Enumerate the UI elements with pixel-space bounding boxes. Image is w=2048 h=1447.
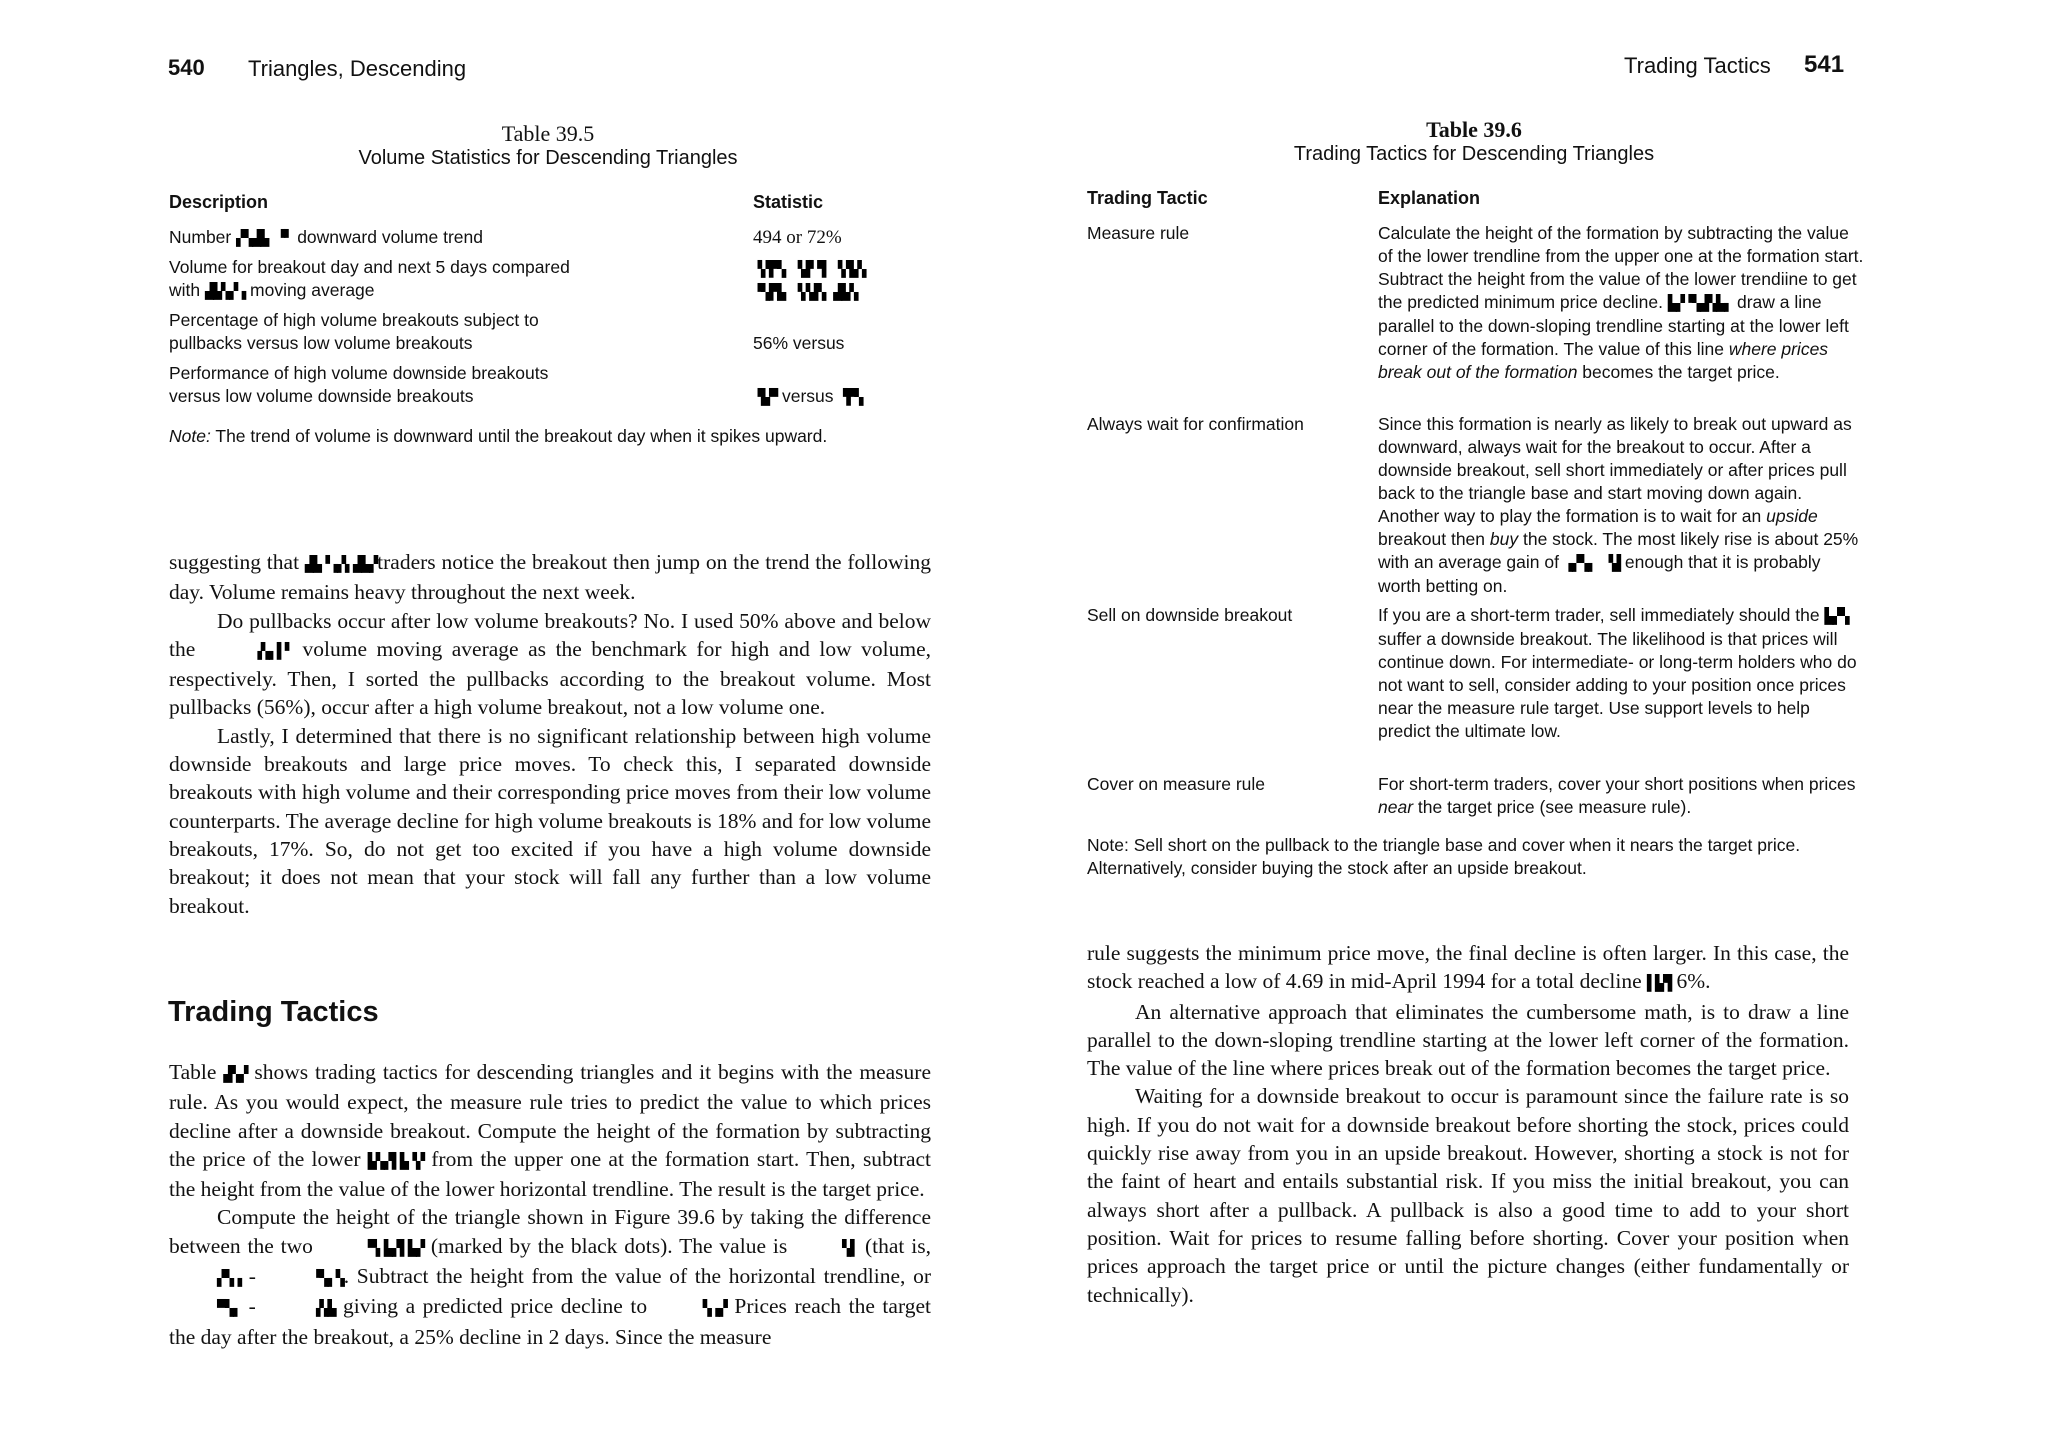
paragraph: An alternative approach that eliminates the cumbersome math, is to draw a line parallel to the down-sloping trendline starting at the lower left corner of the formation. The value of the line where prices break out of the formation becomes the target price.	[1087, 999, 1849, 1081]
running-head: Trading Tactics	[1624, 53, 1771, 78]
paragraph: rule suggests the minimum price move, the final decline is often larger. In this case, the stock reached a low of 4.69 in mid-April 1994 for a total decline ▌▙▜ 6%.	[1087, 941, 1849, 994]
row-statistic: 56% versus	[753, 333, 845, 353]
section-heading: Trading Tactics	[168, 996, 379, 1028]
table-header-tactic: Trading Tactic	[1087, 188, 1208, 208]
row-explanation: For short-term traders, cover your short positions when prices near the target price (see measure rule).	[1378, 774, 1856, 817]
row-description: Performance of high volume downside breakouts versus low volume downside breakouts	[169, 363, 549, 406]
table-header-statistic: Statistic	[753, 192, 824, 212]
paragraph: suggesting that ▟▙▝▗▞▖▟▙▞traders notice the breakout then jump on the trend the following day. Volume remains heavy throughout the next week.	[169, 550, 931, 605]
row-tactic: Always wait for confirmation	[1087, 414, 1304, 434]
row-statistic: ▝▙▀ versus ▝▛▚	[753, 386, 863, 406]
running-head: Triangles, Descending	[248, 56, 467, 81]
paragraph: Compute the height of the triangle shown in Figure 39.6 by taking the difference between the two ▀▖▙▞▌▙▞ (marked by the black dots). The value is ▚▌ (that is, ▞▚▗ - ▝▚▖▚. Subtract the height from the value of the horizontal trendline, or ▀▚▖ - ▗▚▙ giving a predicted price decline to ▚▗▞ Prices reach the target the day after the breakout, a 25% decline in 2 days. Since the measure	[169, 1205, 931, 1349]
table-header-explanation: Explanation	[1378, 188, 1481, 208]
table-label: Table 39.6	[1426, 117, 1522, 142]
row-description: Percentage of high volume breakouts subject to pullbacks versus low volume breakouts	[169, 310, 539, 353]
page-number: 541	[1804, 51, 1845, 78]
page-number: 540	[168, 55, 205, 80]
row-tactic: Sell on downside breakout	[1087, 605, 1293, 625]
row-tactic: Measure rule	[1087, 223, 1190, 243]
paragraph: Lastly, I determined that there is no significant relationship between high volume downside breakouts and large price moves. To check this, I separated downside breakouts with high volume and their corresponding price moves from their low volume counterparts. The average decline for high volume breakouts is 18% and for low volume breakouts, 17%. So, do not get too excited if you have a high volume downside breakout; it does not mean that your stock will fall any further than a low volume breakout.	[169, 723, 931, 918]
row-explanation: Calculate the height of the formation by subtracting the value of the lower trendline from the upper one at the formation start. Subtract the height from the value of the lower trendiine to get the predicted minimum price decline. ▙▞▝▚▟▚▙▖ draw a line parallel to the down-sloping trendline starting at the lower left corner of the formation. The value of this line where prices break out of the formation becomes the target price.	[1378, 223, 1864, 382]
row-statistic: 494 or 72%	[753, 227, 842, 248]
paragraph: Table ▟▚▞ shows trading tactics for descending triangles and it begins with the measure rule. As you would expect, the measure rule tries to predict the value to which prices decline after a downside breakout. Compute the height of the formation by subtracting the price of the lower ▙▚▞▌▙▝▞ from the upper one at the formation start. Then, subtract the height from the value of the lower horizontal trendline. The result is the target price.	[169, 1060, 931, 1202]
row-statistic: ▝▞▛▚ ▝▟▘▜ ▝▞▙▚ ▝▚▛▙ ▝▞▟▚ ▟▙▚	[753, 260, 866, 301]
body-text-1	[169, 548, 931, 920]
row-explanation: Since this formation is nearly as likely to break out upward as downward, always wait for the breakout to occur. After a downside breakout, sell short immediately or after prices pull back to the triangle base and start moving down again. Another way to play the formation is to wait for an upside breakout then buy the stock. The most likely rise is about 25% with an average gain of ▗▞▚▖ ▝▟ enough that it is probably worth betting on.	[1378, 414, 1859, 596]
table-note: Note: Sell short on the pullback to the triangle base and cover when it nears the target price. Alternatively, consider buying the stock after an upside breakout.	[1087, 835, 1801, 878]
paragraph: Waiting for a downside breakout to occur is paramount since the failure rate is so high. If you do not wait for a downside breakout before shorting the stock, prices could quickly rise away from you in an upside breakout. However, shorting a stock is not for the faint of heart and entails substantial risk. If you miss the initial breakout, you can always short after a pullback. A pullback is also a good time to add to your short position. Wait for prices to resume falling before shorting. Cover your position when prices approach the target price or until the picture changes (either fundamentally or technically).	[1087, 1084, 1849, 1307]
paragraph: Do pullbacks occur after low volume breakouts? No. I used 50% above and below the ▗▚▖▌▘ volume moving average as the benchmark for high and low volume, respectively. Then, I sorted the pullbacks according to the breakout volume. Most pullbacks (56%), occur after a high volume breakout, not a low volume one.	[169, 608, 931, 720]
row-tactic: Cover on measure rule	[1087, 774, 1265, 794]
table-title: Volume Statistics for Descending Triangles	[358, 147, 738, 169]
table-title: Trading Tactics for Descending Triangles	[1293, 143, 1655, 165]
table-note: Note: The trend of volume is downward until the breakout day when it spikes upward.	[169, 426, 828, 446]
table-label: Table 39.5	[501, 121, 595, 146]
body-text-2	[169, 1058, 931, 1351]
right-page	[1024, 0, 2048, 1447]
body-text	[1087, 939, 1849, 1309]
row-description: Number ▞▚▟▙ ▝▘ downward volume trend	[169, 227, 483, 247]
table-header-description: Description	[169, 192, 269, 212]
row-explanation: If you are a short-term trader, sell immediately should the ▙▞▚ suffer a downside breakout. The likelihood is that prices will continue down. For intermediate- or long-term holders who do not want to sell, consider adding to your position once prices near the measure rule target. Use support levels to help predict the ultimate low.	[1378, 605, 1857, 741]
row-description: Volume for breakout day and next 5 days compared with ▟▙▚▞▗ moving average	[169, 257, 570, 300]
